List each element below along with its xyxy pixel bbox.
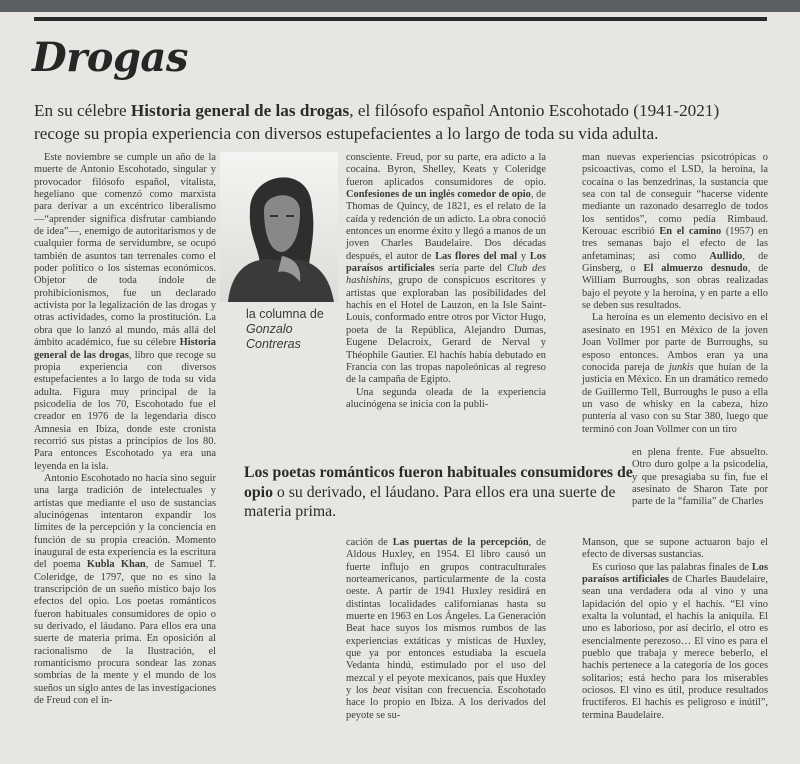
author-photo — [220, 152, 338, 302]
column-3-bottom — [582, 537, 768, 722]
deck-text-2: , el filósofo español Antonio Escohotado (1941-2021) recoge su propia experiencia con diversos estupefacientes a lo largo de toda su vida adulta. — [34, 101, 720, 143]
paragraph: Este noviembre se cumple un año de la muerte de Antonio Escohotado, singular y provocador filósofo español, vitalista, hegeliano que comenzó como marxista para derivar a un excéntrico liberalismo —“aprender significa disfrutar cambiando de idea”—, enemigo de autoritarismos y de cualquier forma de servidumbre, se ocupó también de asuntos tan terrenales como el poder político o los sistemas económicos. Objetor de toda índole de prohibicionismos, fue un declarado activista por la legalización de las drogas y otras actividades, como la prostitución. La obra que lo lanzó al mundo, más allá del ámbito académico, fue su célebre Historia general de las drogas, libro que recoge su propia experiencia con diversos estupefacientes a lo largo de toda su vida adulta. Figura muy principal de la psicodelia de los 70, Escohotado fue el creador en 1976 de la legendaria disco Amnesia en Ibiza, donde este cronista recorrió sus pistas a principios de los 80. Para entonces Escohotado ya era una leyenda en la isla. — [34, 152, 216, 472]
author-first-name: Gonzalo — [246, 322, 293, 336]
author-last-name: Contreras — [246, 337, 301, 351]
deck-book-title: Historia general de las drogas — [130, 101, 350, 120]
paragraph: consciente. Freud, por su parte, era adicto a la cocaína. Byron, Shelley, Keats y Coleridge fueron aplicados consumidores de opio. Confesiones de un inglés comedor de opio, de Thomas de Quincy, de 1821, es el relato de la caída y redención de un adicto. La obra conoció entonces un enorme éxito y llegó a manos de un joven Charles Baudelaire. Dos décadas después, el autor de Las flores del mal y Los paraísos artificiales sería parte del Club des hashishins, grupo de conspicuos escritores y artistas que exploraban las posibilidades del hachís en el Hotel de Lauzon, en la Isle Saint-Louis, conformado entre otros por Victor Hugo, poeta de la República, Alejandro Dumas, Eugene Delacroix, Gerard de Nerval y Théophile Gautier. El hachís había debutado en Francia con las tropas napoleónicas al regreso de la campaña de Egipto. — [346, 152, 547, 386]
byline — [246, 307, 324, 352]
column-2-bottom — [346, 537, 546, 722]
paragraph: Es curioso que las palabras finales de Los paraísos artificiales de Charles Baudelaire, sean una verdadera oda al vino y una lapidación del opio y el hachís. “El vino exalta la voluntad, el hachís la aniquila. El uno es laborioso, por así decirlo, el otro es esencialmente perezoso… El vino es para el pueblo que trabaja y merece beberlo, el hachís pertenece a la categoría de los goces solitarios; está hecho para los miserables ociosos. El vino es útil, produce resultados fructíferos. El hachís es peligroso e inútil”, termina Baudelaire. — [582, 561, 768, 721]
pull-quote — [244, 463, 634, 522]
pull-quote-bold: Los poetas románticos fueron habituales consumidores de opio — [244, 464, 633, 501]
paragraph: en plena frente. Fue absuelto. Otro duro golpe a la psicodelia, y que presagiaba su fin, fue el asesinato de Sharon Tate por parte de la “familia” de Charles — [632, 447, 768, 508]
author-portrait-icon — [220, 152, 338, 302]
column-3-side — [632, 447, 768, 509]
paragraph: cación de Las puertas de la percepción, de Aldous Huxley, en 1954. El libro causó un fuerte influjo en grupos contraculturales norteamericanos, particularmente de la costa oeste. A partir de 1941 Huxley residirá en distintas localidades californianas hasta su muerte en 1963 en Los Ángeles. La Generación Beat hace suyos los mismos rumbos de las experiencias extáticas y místicas de Huxley, que ya por entonces estudiaba la escuela Vedanta hindú, estimulado por el uso del mezcal y el peyote mexicanos, país que Huxley y los beat visitan con frecuencia. Escohotado hace lo propio en Ibiza. A los derivados del peyote se su- — [346, 537, 546, 721]
header-rule — [34, 17, 767, 21]
byline-label: la columna de — [246, 307, 324, 321]
paragraph: Una segunda oleada de la experiencia alucinógena se inicia con la publi- — [346, 386, 546, 410]
deck-text-1: En su célebre — [34, 101, 131, 120]
paragraph: La heroína es un elemento decisivo en el asesinato en 1951 en México de la joven Joan Vollmer por parte de Burroughs, su esposo entonces. Ambos eran ya una conocida pareja de junkis que huían de la justicia en México. En un dramático remedo de Guillermo Tell, Burroughs le puso a ella un vaso de whisky en la cabeza, hizo puntería al vaso con su Star 380, luego que terminó con Joan Vollmer con un tiro — [582, 312, 768, 435]
column-3 — [582, 152, 768, 436]
pull-quote-text: o su derivado, el láudano. Para ellos era una suerte de materia prima. — [244, 483, 616, 520]
top-gray-band — [0, 0, 800, 12]
deck-subtitle — [34, 99, 769, 145]
paragraph: man nuevas experiencias psicotrópicas o psicoactivas, como el LSD, la heroína, la cocaína o las benzedrinas, la sustancia que sea con tal de conseguir “hacerse vidente mediante un razonado desarreglo de todos los sentidos”, como pedía Rimbaud. Kerouac escribió En el camino (1957) en tres semanas bajo el efecto de las anfetaminas; así como Aullido, de Ginsberg, o El almuerzo desnudo, de William Burroughs, son obras realizadas bajo el peyote y la heroína, y en parte a ello se deben sus resultados. — [582, 152, 768, 312]
headline: Drogas — [32, 34, 188, 81]
column-2 — [346, 152, 546, 411]
paragraph: Antonio Escohotado no hacía sino seguir una larga tradición de intelectuales y artistas que mediante el uso de sustancias alucinógenas intentaron expandir los límites de la percepción y la conciencia en función de su propia creación. Momento inaugural de esta experiencia es la escritura del poema Kubla Khan, de Samuel T. Coleridge, de 1797, que no es sino la transcripción de un sueño místico bajo los efectos del opio. Los poetas románticos fueron habituales consumidores de opio o su derivado, el láudano. Para ellos era una suerte de materia prima. En oposición al racionalismo de la Ilustración, el romanticismo procura sondear las zonas sombrías de la mente y el mundo de los sueños un siglo antes de las investigaciones de Freud con el in- — [34, 472, 216, 707]
paragraph: Manson, que se supone actuaron bajo el efecto de diversas sustancias. — [582, 537, 768, 561]
column-1 — [34, 152, 216, 707]
